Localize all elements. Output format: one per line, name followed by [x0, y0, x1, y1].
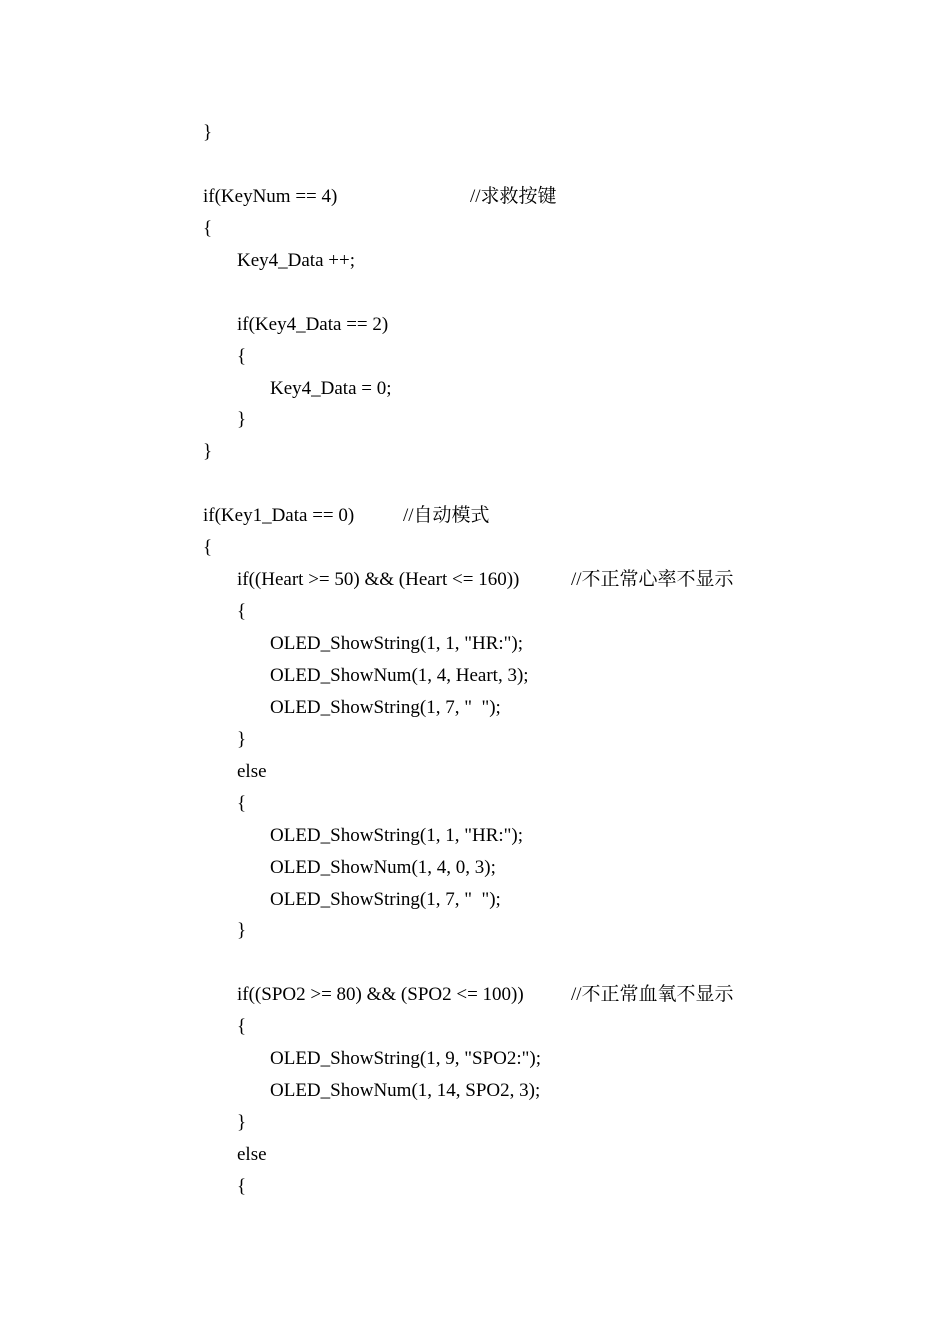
code-line [203, 117, 823, 149]
code-text: { [237, 345, 247, 367]
code-line [203, 884, 823, 916]
code-line [203, 532, 823, 564]
code-text: else [237, 760, 267, 782]
code-line [203, 341, 823, 373]
code-line [203, 436, 823, 468]
code-comment: //自动模式 [403, 505, 490, 527]
code-text: { [203, 537, 213, 559]
code-line [203, 373, 823, 405]
code-line [203, 692, 823, 724]
blank-line [203, 149, 823, 181]
blank-line [203, 468, 823, 500]
code-comment: //求救按键 [470, 185, 557, 207]
code-text: if((SPO2 >= 80) && (SPO2 <= 100)) [237, 984, 524, 1006]
code-line [203, 660, 823, 692]
code-line [203, 564, 823, 596]
code-line [203, 820, 823, 852]
code-text: { [237, 601, 247, 623]
code-text: Key4_Data = 0; [270, 377, 392, 399]
code-line [203, 309, 823, 341]
code-line [203, 596, 823, 628]
code-comment: //不正常心率不显示 [571, 569, 734, 591]
code-text: OLED_ShowNum(1, 4, 0, 3); [270, 856, 496, 878]
code-text: OLED_ShowString(1, 1, "HR:"); [270, 824, 524, 846]
code-comment: //不正常血氧不显示 [571, 984, 734, 1006]
code-text: if(KeyNum == 4) [203, 185, 338, 207]
code-text: { [237, 792, 247, 814]
code-line [203, 1011, 823, 1043]
code-line [203, 1107, 823, 1139]
code-line [203, 628, 823, 660]
code-block [203, 117, 823, 1203]
code-line [203, 1075, 823, 1107]
code-text: OLED_ShowNum(1, 14, SPO2, 3); [270, 1080, 541, 1102]
code-text: if((Heart >= 50) && (Heart <= 160)) [237, 569, 520, 591]
code-text: Key4_Data ++; [237, 249, 355, 271]
code-text: if(Key1_Data == 0) [203, 505, 355, 527]
code-text: } [237, 920, 247, 942]
code-line [203, 1043, 823, 1075]
code-line [203, 213, 823, 245]
code-line [203, 500, 823, 532]
blank-line [203, 947, 823, 979]
code-line [203, 404, 823, 436]
code-line [203, 788, 823, 820]
code-line [203, 181, 823, 213]
code-text: OLED_ShowNum(1, 4, Heart, 3); [270, 664, 529, 686]
code-text: else [237, 1144, 267, 1165]
code-line [203, 756, 823, 788]
code-text: } [203, 122, 213, 143]
code-line [203, 1139, 823, 1171]
code-text: OLED_ShowString(1, 7, " "); [270, 888, 501, 910]
code-text: } [237, 1112, 247, 1134]
code-text: } [237, 728, 247, 750]
code-line [203, 245, 823, 277]
code-text: OLED_ShowString(1, 7, " "); [270, 696, 501, 718]
code-line [203, 1171, 823, 1203]
code-line [203, 979, 823, 1011]
code-text: } [237, 409, 247, 431]
blank-line [203, 277, 823, 309]
code-line [203, 852, 823, 884]
code-text: OLED_ShowString(1, 9, "SPO2:"); [270, 1048, 541, 1070]
code-line [203, 724, 823, 756]
code-text: if(Key4_Data == 2) [237, 313, 389, 335]
code-line [203, 915, 823, 947]
code-text: { [237, 1175, 247, 1197]
code-text: } [203, 441, 213, 463]
code-text: OLED_ShowString(1, 1, "HR:"); [270, 633, 524, 654]
code-text: { [203, 217, 213, 239]
code-text: { [237, 1016, 247, 1038]
